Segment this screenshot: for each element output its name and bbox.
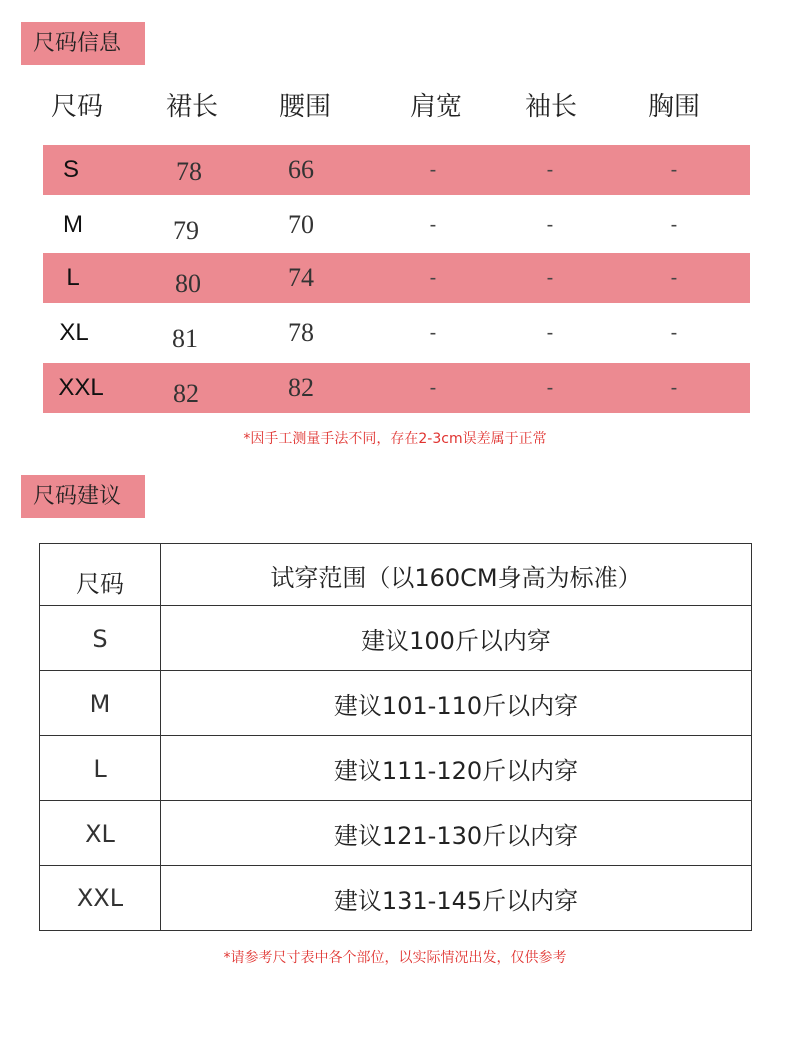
- table-row: [40, 866, 751, 930]
- header-waist: 腰围: [278, 92, 332, 122]
- header-size: 尺码: [50, 92, 104, 122]
- cell-waist: 82: [288, 373, 314, 402]
- header-size: 尺码: [76, 569, 124, 598]
- header-skirt-length: 裙长: [165, 92, 219, 122]
- header-range: 试穿范围（以160CM身高为标准）: [270, 563, 642, 592]
- cell-shoulder: -: [429, 267, 437, 289]
- cell-size: XXL: [58, 374, 104, 401]
- cell-chest: -: [670, 214, 678, 236]
- cell-chest: -: [670, 377, 678, 399]
- cell-skirt-length: 80: [175, 269, 201, 298]
- cell-size: M: [89, 689, 111, 718]
- cell-shoulder: -: [429, 214, 437, 236]
- cell-range: 建议100斤以内穿: [361, 627, 551, 655]
- size-table-header: [0, 85, 790, 129]
- cell-sleeve: -: [546, 159, 554, 181]
- cell-skirt-length: 81: [172, 324, 198, 353]
- cell-sleeve: -: [546, 267, 554, 289]
- size-advice-table: [39, 543, 752, 931]
- cell-size: S: [62, 156, 80, 183]
- size-row: [43, 363, 750, 413]
- cell-range: 建议121-130斤以内穿: [333, 822, 579, 850]
- cell-sleeve: -: [546, 377, 554, 399]
- cell-shoulder: -: [429, 377, 437, 399]
- cell-skirt-length: 79: [173, 216, 199, 245]
- cell-shoulder: -: [429, 159, 437, 181]
- cell-skirt-length: 78: [176, 157, 202, 186]
- size-row: [43, 200, 750, 250]
- header-sleeve: 袖长: [524, 92, 578, 122]
- header-chest: 胸围: [647, 92, 701, 122]
- cell-shoulder: -: [429, 322, 437, 344]
- size-row: [43, 253, 750, 303]
- cell-waist: 74: [288, 263, 314, 292]
- size-row: [43, 308, 750, 358]
- cell-waist: 66: [288, 155, 314, 184]
- cell-waist: 70: [288, 210, 314, 239]
- table-row: [40, 671, 751, 736]
- cell-size: XXL: [76, 884, 124, 912]
- cell-range: 建议111-120斤以内穿: [333, 757, 579, 785]
- header-shoulder: 肩宽: [409, 92, 463, 122]
- measurement-note: *因手工测量手法不同，存在2-3cm误差属于正常: [243, 431, 547, 447]
- cell-skirt-length: 82: [173, 379, 199, 408]
- cell-size: S: [92, 624, 108, 653]
- cell-size: L: [66, 264, 80, 291]
- table-header-row: [40, 544, 751, 606]
- size-row: [43, 145, 750, 195]
- section-title-size-advice: 尺码建议: [21, 475, 145, 518]
- cell-range: 建议131-145斤以内穿: [333, 886, 579, 915]
- table-row: [40, 736, 751, 801]
- cell-waist: 78: [288, 318, 314, 347]
- cell-chest: -: [670, 322, 678, 344]
- table-row: [40, 801, 751, 866]
- cell-size: M: [63, 211, 83, 238]
- cell-range: 建议101-110斤以内穿: [333, 692, 579, 720]
- cell-size: XL: [59, 319, 89, 346]
- cell-chest: -: [670, 159, 678, 181]
- table-row: [40, 606, 751, 671]
- cell-size: XL: [85, 819, 115, 848]
- cell-size: L: [93, 754, 107, 783]
- section-title-size-info: 尺码信息: [21, 22, 145, 65]
- cell-sleeve: -: [546, 214, 554, 236]
- cell-chest: -: [670, 267, 678, 289]
- reference-note: *请参考尺寸表中各个部位，以实际情况出发，仅供参考: [223, 950, 567, 966]
- cell-sleeve: -: [546, 322, 554, 344]
